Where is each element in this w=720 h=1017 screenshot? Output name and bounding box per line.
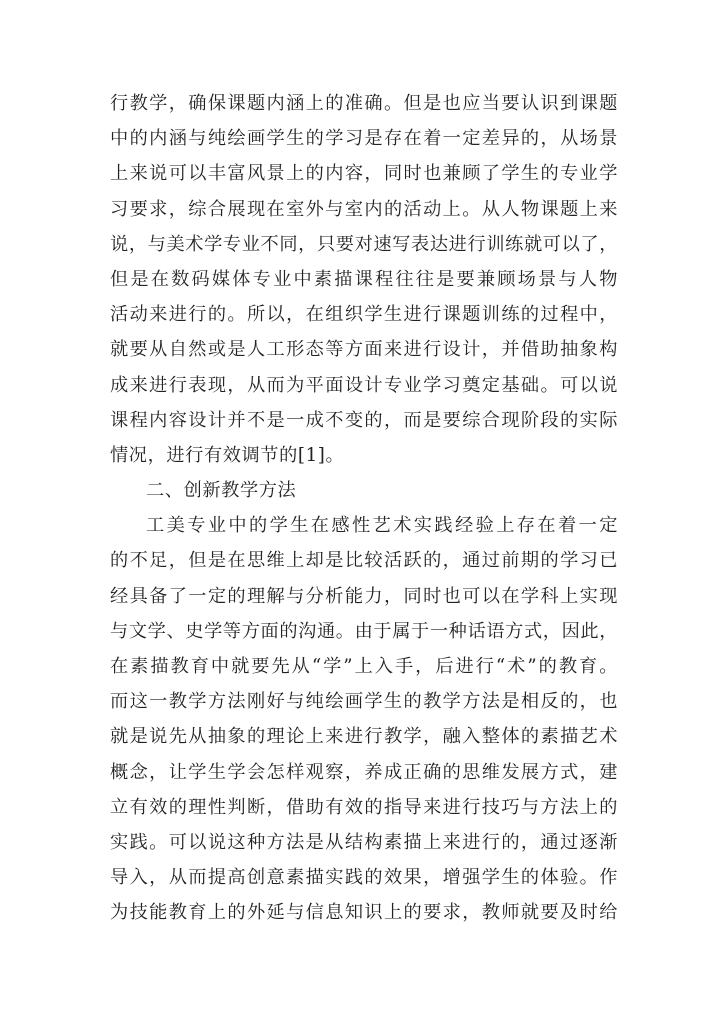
text-line: 立有效的理性判断，借助有效的指导来进行技巧与方法上的 [110, 796, 618, 818]
text-line-last: 情况，进行有效调节的[1]。 [110, 444, 345, 466]
text-line: 与文学、史学等方面的沟通。由于属于一种话语方式，因此， [110, 620, 618, 642]
text-line: 活动来进行的。所以，在组织学生进行课题训练的过程中， [110, 304, 618, 326]
text-line: 在素描教育中就要先从“学”上入手，后进行“术”的教育。 [110, 656, 618, 677]
text-line: 的不足，但是在思维上却是比较活跃的，通过前期的学习已 [110, 550, 618, 572]
text-line: 概念，让学生学会怎样观察，养成正确的思维发展方式，建 [110, 761, 618, 783]
text-line: 课程内容设计并不是一成不变的，而是要综合现阶段的实际 [110, 409, 618, 431]
text-line: 就要从自然或是人工形态等方面来进行设计，并借助抽象构 [110, 339, 618, 361]
text-line: 而这一教学方法刚好与纯绘画学生的教学方法是相反的，也 [110, 691, 618, 713]
text-line: 成来进行表现，从而为平面设计专业学习奠定基础。可以说 [110, 374, 618, 396]
text-line: 就是说先从抽象的理论上来进行教学，融入整体的素描艺术 [110, 726, 618, 748]
text-line: 中的内涵与纯绘画学生的学习是存在着一定差异的，从场景 [110, 128, 618, 150]
text-line: 经具备了一定的理解与分析能力，同时也可以在学科上实现 [110, 585, 618, 607]
text-line: 但是在数码媒体专业中素描课程往往是要兼顾场景与人物 [110, 268, 618, 290]
text-line: 导入，从而提高创意素描实践的效果，增强学生的体验。作 [110, 867, 618, 889]
paragraph-teaching-method [110, 508, 618, 930]
text-line-first: 工美专业中的学生在感性艺术实践经验上存在着一定 [146, 515, 618, 537]
text-body [110, 86, 618, 931]
text-line: 为技能教育上的外延与信息知识上的要求，教师就要及时给 [110, 902, 618, 924]
text-line: 习要求，综合展现在室外与室内的活动上。从人物课题上来 [110, 198, 618, 220]
text-line: 上来说可以丰富风景上的内容，同时也兼顾了学生的专业学 [110, 163, 618, 185]
text-line: 实践。可以说这种方法是从结构素描上来进行的，通过逐渐 [110, 831, 618, 853]
paragraph-course-content [110, 86, 618, 473]
section-heading: 二、创新教学方法 [146, 480, 297, 502]
text-line: 行教学，确保课题内涵上的准确。但是也应当要认识到课题 [110, 93, 618, 114]
text-line: 说，与美术学专业不同，只要对速写表达进行训练就可以了， [110, 233, 618, 255]
